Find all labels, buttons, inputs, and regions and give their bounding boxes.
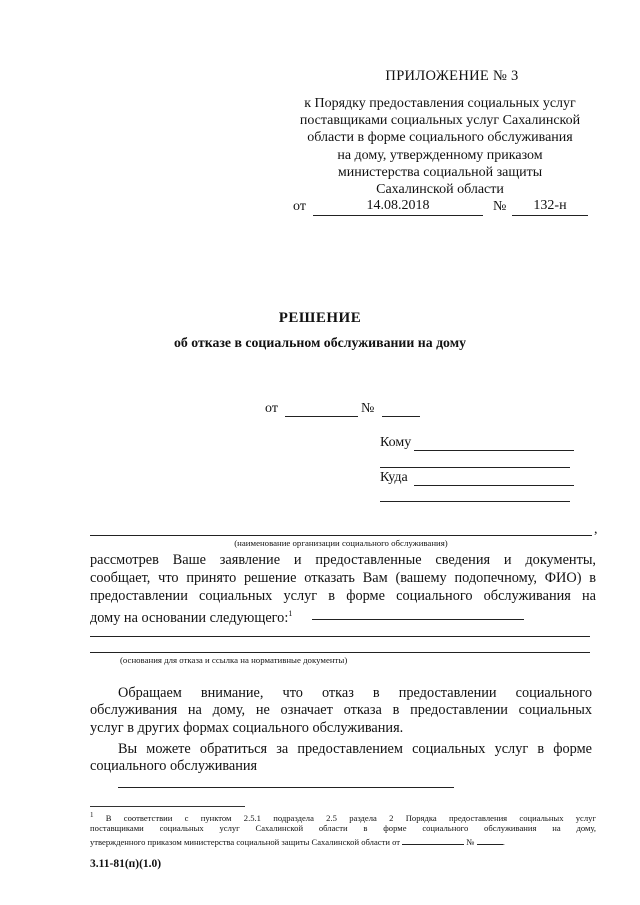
footnote-line-1-text: В соответствии с пунктом 2.5.1 подраздела 2.5 раздела 2 Порядка предоставления социальных услуг (105, 812, 596, 823)
recipient-field[interactable] (414, 450, 574, 451)
address-field[interactable] (414, 485, 574, 486)
appendix-line: на дому, утвержденному приказом (337, 147, 543, 163)
address-label: Куда (380, 470, 408, 485)
footnote-line-3 (90, 835, 505, 849)
attention-line-3: услуг в других формах социального обслуживания. (90, 720, 404, 736)
decision-number-prefix: № (361, 401, 375, 416)
appendix-number-underline (512, 215, 588, 216)
organization-caption: (наименование организации социального обслуживания) (234, 538, 448, 548)
recipient-field-extra[interactable] (380, 467, 570, 468)
document-title: РЕШЕНИЕ (278, 310, 362, 326)
appendix-text (270, 95, 610, 198)
footnote-separator (90, 806, 245, 807)
appendix-number-prefix: № (493, 199, 507, 214)
body-line-2: сообщает, что принято решение отказать Вам (вашему подопечному, ФИО) в (90, 570, 596, 586)
appendix-date: 14.08.2018 (366, 198, 430, 213)
appendix-line: Сахалинской области (376, 182, 504, 198)
footnote-number-prefix: № (466, 837, 475, 847)
body-line-4-text: дому на основании следующего: (90, 609, 289, 626)
body-line-1: рассмотрев Ваше заявление и предоставленные сведения и документы, (90, 552, 596, 568)
footnote-line-3-text: утвержденного приказом министерства социальной защиты Сахалинской области от (90, 837, 401, 847)
appendix-line: к Порядку предоставления социальных услуг (304, 96, 576, 111)
appendix-date-prefix: от (293, 199, 306, 214)
document-subtitle: об отказе в социальном обслуживании на дому (174, 335, 466, 350)
appendix-line: области в форме социального обслуживания (307, 130, 573, 146)
organization-comma: , (594, 522, 598, 537)
appeal-organization-field[interactable] (118, 787, 454, 788)
reason-field-2[interactable] (90, 636, 590, 637)
footnote-number-field[interactable] (477, 835, 503, 845)
appeal-line-2: социального обслуживания (90, 758, 258, 774)
form-code: 3.11-81(п)(1.0) (90, 858, 162, 870)
reason-caption: (основания для отказа и ссылка на нормативные документы) (120, 655, 348, 665)
footnote-end: . (502, 837, 505, 847)
body-line-4 (90, 605, 292, 627)
footnote-reference: 1 (288, 609, 293, 618)
appendix-line: министерства социальной защиты (337, 164, 543, 180)
appendix-line: поставщиками социальных услуг Сахалинской (299, 113, 581, 129)
attention-line-1: Обращаем внимание, что отказ в предоставлении социального (118, 685, 592, 701)
organization-name-field[interactable] (90, 535, 592, 536)
address-field-extra[interactable] (380, 501, 570, 502)
reason-field-3[interactable] (90, 652, 590, 653)
footnote-line-2: поставщиками социальных услуг Сахалинской области в форме социального обслуживания на дому, (90, 823, 596, 833)
reason-field[interactable] (312, 619, 524, 620)
recipient-label: Кому (380, 435, 412, 450)
attention-line-2: обслуживания на дому, не означает отказа в предоставлении социальных (90, 702, 592, 718)
decision-date-field[interactable] (285, 416, 358, 417)
appendix-number: 132-н (533, 198, 567, 213)
appendix-date-underline (313, 215, 483, 216)
footnote-mark: 1 (90, 811, 94, 819)
decision-number-field[interactable] (382, 416, 420, 417)
appeal-line-1: Вы можете обратиться за предоставлением социальных услуг в форме (118, 741, 592, 757)
appendix-title: ПРИЛОЖЕНИЕ № 3 (385, 68, 519, 84)
body-line-3: предоставлении социальных услуг в форме социального обслуживания на (90, 588, 596, 604)
footnote-date-field[interactable] (402, 835, 464, 845)
decision-date-prefix: от (265, 401, 278, 416)
